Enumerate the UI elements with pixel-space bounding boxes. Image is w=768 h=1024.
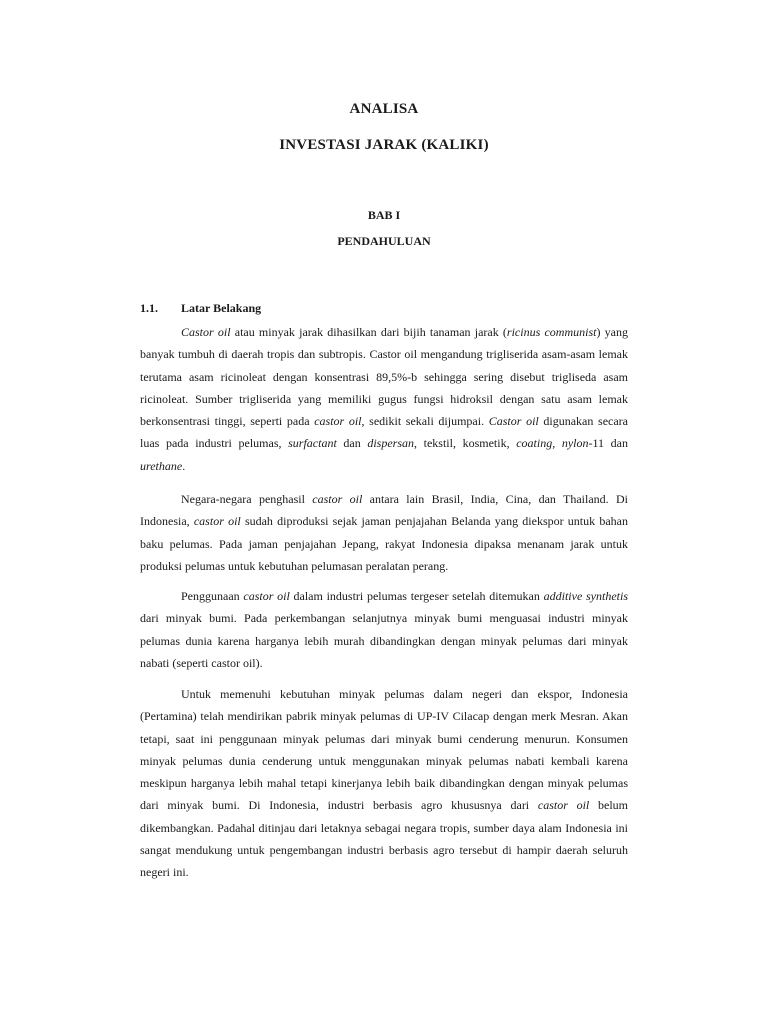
p3-a: Penggunaan: [181, 589, 244, 603]
p1-f: , sedikit sekali dijumpai.: [361, 414, 489, 429]
section-title: Latar Belakang: [181, 301, 262, 315]
p2-b: castor oil: [312, 492, 363, 506]
p1-d: ) yang banyak tumbuh di daerah tropis dan subtropis. Castor oil mengandung trigliserida asam-asam lemak terutama asam ricinoleat dengan konsentrasi 89,5%-b sehingga sering disebut trigliseda asam ricinoleat. Sumber trigliserida yang memiliki gugus fungsi hidroksil dengan satu asam lemak berkonsentrasi tinggi, seperti pada: [140, 325, 628, 429]
p2-c: antara lain Brasil, India, Cina, dan Thailand. Di Indonesia,: [140, 492, 629, 529]
chapter-title: PENDAHULUAN: [337, 234, 431, 248]
p1-o: nylon: [561, 436, 589, 451]
p2-a: Negara-negara penghasil: [181, 492, 313, 506]
paragraph-3: [140, 585, 628, 674]
p1-m: coating: [516, 436, 553, 451]
p2-d: castor oil: [193, 514, 241, 529]
p1-n: ,: [552, 436, 562, 451]
paragraph-2: [140, 488, 628, 577]
document-subtitle: INVESTASI JARAK (KALIKI): [279, 137, 489, 153]
p1-l: , tekstil, kosmetik,: [414, 436, 517, 451]
p3-e: dari minyak bumi. Pada perkembangan selanjutnya minyak bumi menguasai industri minyak pelumas dunia karena harganya lebih murah dibandingkan dengan minyak pelumas dari minyak nabati (seperti castor oil).: [140, 611, 628, 670]
paragraph-4: [140, 683, 628, 884]
p1-g: Castor oil: [488, 414, 539, 429]
p4-a: Untuk memenuhi kebutuhan minyak pelumas dalam negeri dan ekspor, Indonesia (Pertamina) telah mendirikan pabrik minyak pelumas di UP-IV Cilacap dengan merk Mesran. Akan tetapi, saat ini penggunaan minyak pelumas dari minyak bumi cenderung menurun. Konsumen minyak pelumas dunia cenderung untuk menggunakan minyak pelumas nabati kembali karena meskipun harganya lebih mahal tetapi kinerjanya lebih baik dibandingkan dengan minyak pelumas dari minyak bumi. Di Indonesia, industri berbasis agro khususnya dari: [140, 687, 628, 813]
p3-b: castor oil: [243, 589, 290, 603]
p1-q: urethane: [140, 458, 183, 473]
document-title: ANALISA: [349, 101, 419, 117]
section-number: 1.1.: [140, 301, 158, 315]
p4-c: belum dikembangkan. Padahal ditinjau dari letaknya sebagai negara tropis, sumber daya alam Indonesia ini sangat mendukung untuk pengembangan industri berbasis agro tersebut di hampir daerah seluruh negeri ini.: [140, 798, 629, 880]
p1-e: castor oil: [314, 414, 362, 429]
p1-h: digunakan secara luas pada industri pelumas,: [140, 414, 628, 451]
p1-i: surfactant: [288, 436, 337, 451]
p1-k: dispersan: [367, 436, 415, 451]
p1-r: .: [182, 458, 186, 473]
p1-p: -11 dan: [588, 436, 628, 451]
p3-c: dalam industri pelumas tergeser setelah ditemukan: [289, 589, 544, 603]
p4-b: castor oil: [537, 798, 590, 813]
p1-b: atau minyak jarak dihasilkan dari bijih tanaman jarak (: [230, 325, 507, 339]
p3-d: additive synthetis: [543, 589, 629, 603]
p1-a: Castor oil: [181, 325, 231, 339]
section-heading: [140, 301, 261, 316]
chapter-number: BAB I: [367, 208, 401, 222]
p1-c: ricinus communist: [506, 325, 597, 339]
paragraph-1: [140, 321, 628, 477]
p2-e: sudah diproduksi sejak jaman penjajahan Belanda yang diekspor untuk bahan baku pelumas. Pada jaman penjajahan Jepang, rakyat Indonesia dipaksa menanam jarak untuk produksi pelumas untuk kebutuhan pelumasan peralatan perang.: [140, 514, 628, 573]
p1-j: dan: [336, 436, 368, 451]
